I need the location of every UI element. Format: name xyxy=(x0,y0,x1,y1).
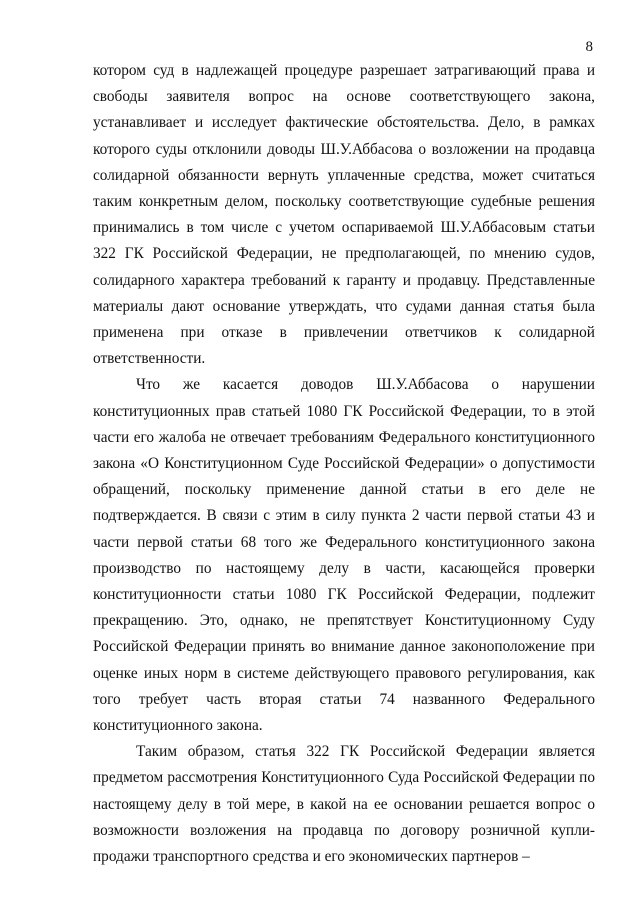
paragraph-continuation: котором суд в надлежащей процедуре разрешает затрагивающий права и свободы заявителя вопрос на основе соответствующего закона, устанавливает и исследует фактические обстоятельства. Дело, в рамках которого суды отклонили доводы Ш.У.Аббасова о возложении на продавца солидарной обязанности вернуть уплаченные средства, может считаться таким конкретным делом, поскольку соответствующие судебные решения принимались в том числе с учетом оспариваемой Ш.У.Аббасовым статьи 322 ГК Российской Федерации, не предполагающей, по мнению судов, солидарного характера требований к гаранту и продавцу. Представленные материалы дают основание утверждать, что судами данная статья была применена при отказе в привлечении ответчиков к солидарной ответственности. xyxy=(93,62,595,368)
paragraph-conclusion: Таким образом, статья 322 ГК Российской Федерации является предметом рассмотрения Конституционного Суда Российской Федерации по настоящему делу в той мере, в какой на ее основании решается вопрос о возможности возложения на продавца по договору розничной купли-продажи транспортного средства и его экономических партнеров – xyxy=(93,743,595,866)
document-body xyxy=(93,58,595,870)
paragraph-article-1080: Что же касается доводов Ш.У.Аббасова о нарушении конституционных прав статьей 1080 ГК Российской Федерации, то в этой части его жалоба не отвечает требованиям Федерального конституционного закона «О Конституционном Суде Российской Федерации» о допустимости обращений, поскольку применение данной статьи в его деле не подтверждается. В связи с этим в силу пункта 2 части первой статьи 43 и части первой статьи 68 того же Федерального конституционного закона производство по настоящему делу в части, касающейся проверки конституционности статьи 1080 ГК Российской Федерации, подлежит прекращению. Это, однако, не препятствует Конституционному Суду Российской Федерации принять во внимание данное законоположение при оценке иных норм в системе действующего правового регулирования, как того требует часть вторая статьи 74 названного Федерального конституционного закона. xyxy=(93,376,595,735)
page-number: 8 xyxy=(585,39,593,55)
